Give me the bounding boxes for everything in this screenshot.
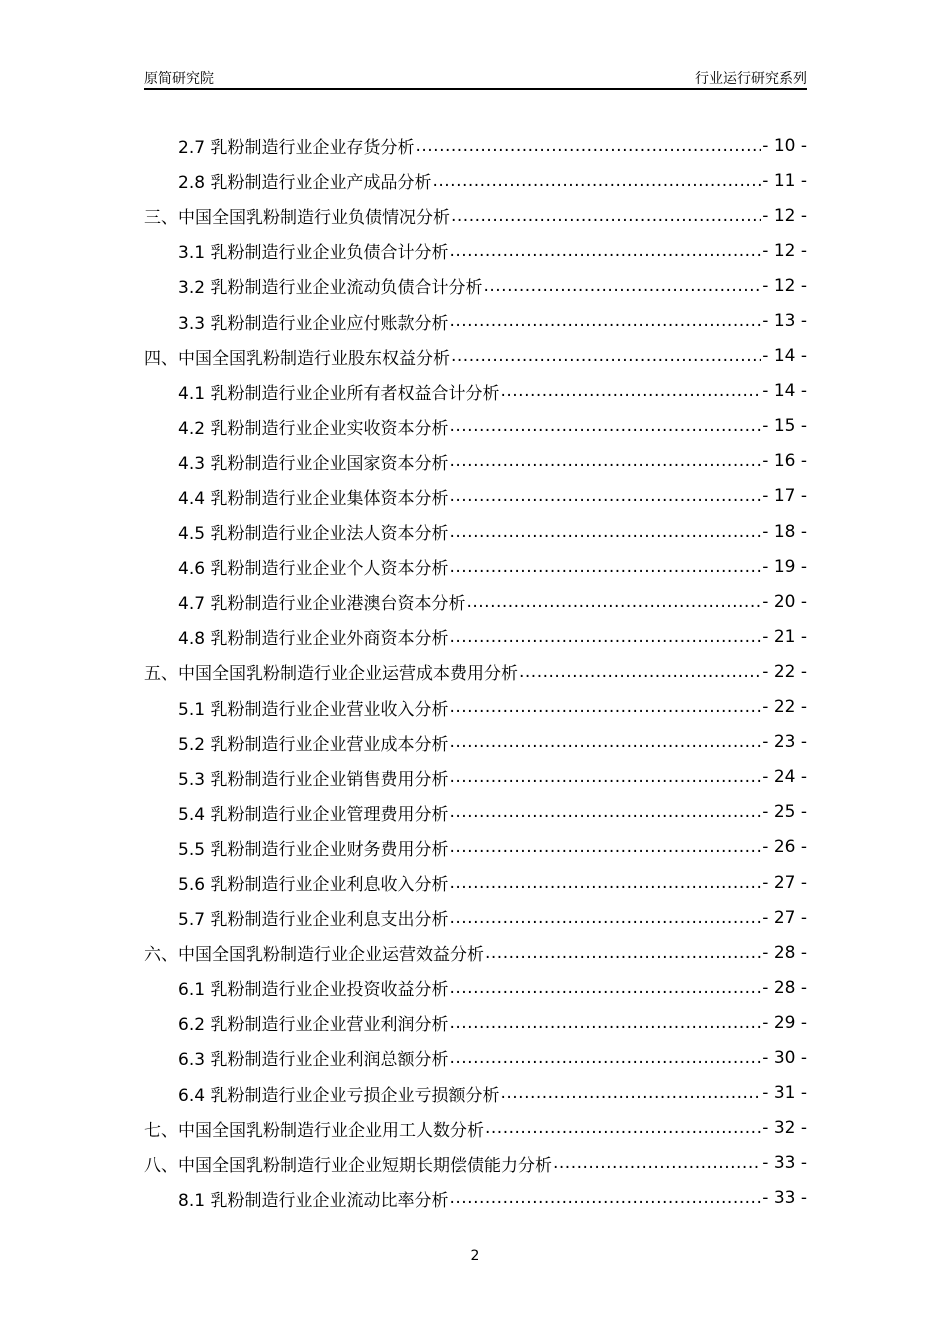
- toc-entry-title: 3.1 乳粉制造行业企业负债合计分析: [178, 243, 449, 264]
- toc-entry-title: 四、中国全国乳粉制造行业股东权益分析: [144, 348, 450, 369]
- dot-leader: [466, 592, 761, 612]
- header-series-name: 行业运行研究系列: [695, 71, 807, 87]
- dot-leader: [449, 241, 761, 261]
- toc-entry-page: - 20 -: [762, 591, 807, 612]
- toc-section-entry[interactable]: [144, 1181, 807, 1216]
- toc-entry-page: - 26 -: [762, 837, 807, 858]
- toc-section-entry[interactable]: [144, 374, 807, 409]
- toc-entry-page: - 29 -: [762, 1012, 807, 1033]
- dot-leader: [451, 206, 761, 226]
- toc-section-entry[interactable]: [144, 690, 807, 725]
- toc-section-entry[interactable]: [144, 549, 807, 584]
- dot-leader: [449, 837, 761, 857]
- dot-leader: [485, 1118, 761, 1138]
- toc-entry-page: - 28 -: [762, 977, 807, 998]
- dot-leader: [449, 978, 761, 998]
- dot-leader: [519, 662, 761, 682]
- toc-entry-page: - 13 -: [762, 311, 807, 332]
- toc-chapter-entry[interactable]: [144, 198, 807, 233]
- toc-section-entry[interactable]: [144, 514, 807, 549]
- toc-entry-page: - 28 -: [762, 942, 807, 963]
- dot-leader: [449, 767, 761, 787]
- toc-entry-title: 2.7 乳粉制造行业企业存货分析: [178, 138, 415, 159]
- toc-section-entry[interactable]: [144, 1040, 807, 1075]
- table-of-contents: [144, 128, 807, 1216]
- dot-leader: [449, 873, 761, 893]
- toc-entry-page: - 12 -: [762, 205, 807, 226]
- dot-leader: [500, 1083, 761, 1103]
- toc-section-entry[interactable]: [144, 795, 807, 830]
- toc-entry-page: - 32 -: [762, 1118, 807, 1139]
- toc-section-entry[interactable]: [144, 584, 807, 619]
- toc-entry-title: 4.5 乳粉制造行业企业法人资本分析: [178, 524, 449, 545]
- page-header: [144, 66, 807, 90]
- toc-entry-page: - 14 -: [762, 381, 807, 402]
- toc-entry-page: - 14 -: [762, 346, 807, 367]
- toc-section-entry[interactable]: [144, 163, 807, 198]
- toc-entry-title: 5.2 乳粉制造行业企业营业成本分析: [178, 734, 449, 755]
- toc-entry-page: - 19 -: [762, 556, 807, 577]
- toc-entry-title: 8.1 乳粉制造行业企业流动比率分析: [178, 1190, 449, 1211]
- dot-leader: [449, 732, 761, 752]
- toc-section-entry[interactable]: [144, 830, 807, 865]
- toc-entry-page: - 25 -: [762, 802, 807, 823]
- toc-entry-title: 2.8 乳粉制造行业企业产成品分析: [178, 173, 432, 194]
- toc-entry-title: 4.3 乳粉制造行业企业国家资本分析: [178, 453, 449, 474]
- toc-entry-title: 6.2 乳粉制造行业企业营业利润分析: [178, 1015, 449, 1036]
- toc-entry-page: - 33 -: [762, 1188, 807, 1209]
- toc-section-entry[interactable]: [144, 1076, 807, 1111]
- toc-section-entry[interactable]: [144, 268, 807, 303]
- dot-leader: [449, 557, 761, 577]
- toc-section-entry[interactable]: [144, 760, 807, 795]
- toc-section-entry[interactable]: [144, 900, 807, 935]
- toc-section-entry[interactable]: [144, 725, 807, 760]
- toc-entry-page: - 12 -: [762, 240, 807, 261]
- toc-entry-page: - 21 -: [762, 626, 807, 647]
- toc-section-entry[interactable]: [144, 1005, 807, 1040]
- toc-entry-title: 4.8 乳粉制造行业企业外商资本分析: [178, 629, 449, 650]
- header-org-name: 原简研究院: [144, 71, 214, 87]
- toc-entry-page: - 10 -: [762, 135, 807, 156]
- dot-leader: [449, 416, 761, 436]
- toc-entry-page: - 22 -: [762, 661, 807, 682]
- toc-section-entry[interactable]: [144, 479, 807, 514]
- dot-leader: [432, 171, 761, 191]
- dot-leader: [415, 136, 761, 156]
- toc-entry-page: - 24 -: [762, 767, 807, 788]
- toc-entry-title: 3.3 乳粉制造行业企业应付账款分析: [178, 313, 449, 334]
- dot-leader: [449, 697, 761, 717]
- toc-chapter-entry[interactable]: [144, 654, 807, 689]
- dot-leader: [449, 1013, 761, 1033]
- dot-leader: [449, 486, 761, 506]
- toc-chapter-entry[interactable]: [144, 935, 807, 970]
- toc-entry-title: 五、中国全国乳粉制造行业企业运营成本费用分析: [144, 664, 518, 685]
- toc-entry-page: - 11 -: [762, 170, 807, 191]
- dot-leader: [449, 802, 761, 822]
- toc-chapter-entry[interactable]: [144, 1146, 807, 1181]
- toc-entry-title: 5.3 乳粉制造行业企业销售费用分析: [178, 769, 449, 790]
- toc-section-entry[interactable]: [144, 233, 807, 268]
- toc-section-entry[interactable]: [144, 128, 807, 163]
- page-number: 2: [470, 1248, 480, 1264]
- toc-entry-page: - 27 -: [762, 872, 807, 893]
- dot-leader: [449, 451, 761, 471]
- toc-entry-title: 4.1 乳粉制造行业企业所有者权益合计分析: [178, 383, 500, 404]
- dot-leader: [451, 346, 761, 366]
- toc-chapter-entry[interactable]: [144, 1111, 807, 1146]
- toc-section-entry[interactable]: [144, 409, 807, 444]
- toc-entry-title: 5.6 乳粉制造行业企业利息收入分析: [178, 875, 449, 896]
- toc-entry-title: 5.5 乳粉制造行业企业财务费用分析: [178, 839, 449, 860]
- toc-entry-title: 七、中国全国乳粉制造行业企业用工人数分析: [144, 1120, 484, 1141]
- toc-section-entry[interactable]: [144, 970, 807, 1005]
- dot-leader: [449, 1188, 761, 1208]
- toc-entry-title: 八、中国全国乳粉制造行业企业短期长期偿债能力分析: [144, 1155, 552, 1176]
- toc-entry-title: 六、中国全国乳粉制造行业企业运营效益分析: [144, 945, 484, 966]
- dot-leader: [449, 311, 761, 331]
- toc-entry-page: - 18 -: [762, 521, 807, 542]
- dot-leader: [449, 627, 761, 647]
- toc-entry-page: - 31 -: [762, 1083, 807, 1104]
- toc-entry-page: - 12 -: [762, 275, 807, 296]
- toc-entry-title: 5.7 乳粉制造行业企业利息支出分析: [178, 910, 449, 931]
- toc-entry-page: - 16 -: [762, 451, 807, 472]
- toc-section-entry[interactable]: [144, 303, 807, 338]
- dot-leader: [500, 381, 761, 401]
- dot-leader: [449, 1048, 761, 1068]
- toc-entry-title: 4.4 乳粉制造行业企业集体资本分析: [178, 488, 449, 509]
- toc-entry-page: - 17 -: [762, 486, 807, 507]
- toc-entry-page: - 22 -: [762, 697, 807, 718]
- dot-leader: [449, 522, 761, 542]
- toc-entry-page: - 27 -: [762, 907, 807, 928]
- toc-entry-title: 4.6 乳粉制造行业企业个人资本分析: [178, 559, 449, 580]
- toc-entry-title: 4.7 乳粉制造行业企业港澳台资本分析: [178, 594, 466, 615]
- toc-section-entry[interactable]: [144, 619, 807, 654]
- toc-entry-title: 三、中国全国乳粉制造行业负债情况分析: [144, 208, 450, 229]
- toc-entry-title: 6.4 乳粉制造行业企业亏损企业亏损额分析: [178, 1085, 500, 1106]
- toc-section-entry[interactable]: [144, 865, 807, 900]
- toc-entry-page: - 33 -: [762, 1153, 807, 1174]
- toc-chapter-entry[interactable]: [144, 339, 807, 374]
- toc-entry-page: - 30 -: [762, 1047, 807, 1068]
- toc-entry-title: 3.2 乳粉制造行业企业流动负债合计分析: [178, 278, 483, 299]
- dot-leader: [449, 908, 761, 928]
- dot-leader: [553, 1153, 761, 1173]
- toc-entry-page: - 15 -: [762, 416, 807, 437]
- toc-entry-page: - 23 -: [762, 732, 807, 753]
- toc-entry-title: 6.3 乳粉制造行业企业利润总额分析: [178, 1050, 449, 1071]
- toc-entry-title: 5.4 乳粉制造行业企业管理费用分析: [178, 804, 449, 825]
- dot-leader: [483, 276, 761, 296]
- toc-entry-title: 5.1 乳粉制造行业企业营业收入分析: [178, 699, 449, 720]
- toc-entry-title: 6.1 乳粉制造行业企业投资收益分析: [178, 980, 449, 1001]
- toc-entry-title: 4.2 乳粉制造行业企业实收资本分析: [178, 418, 449, 439]
- dot-leader: [485, 943, 761, 963]
- toc-section-entry[interactable]: [144, 444, 807, 479]
